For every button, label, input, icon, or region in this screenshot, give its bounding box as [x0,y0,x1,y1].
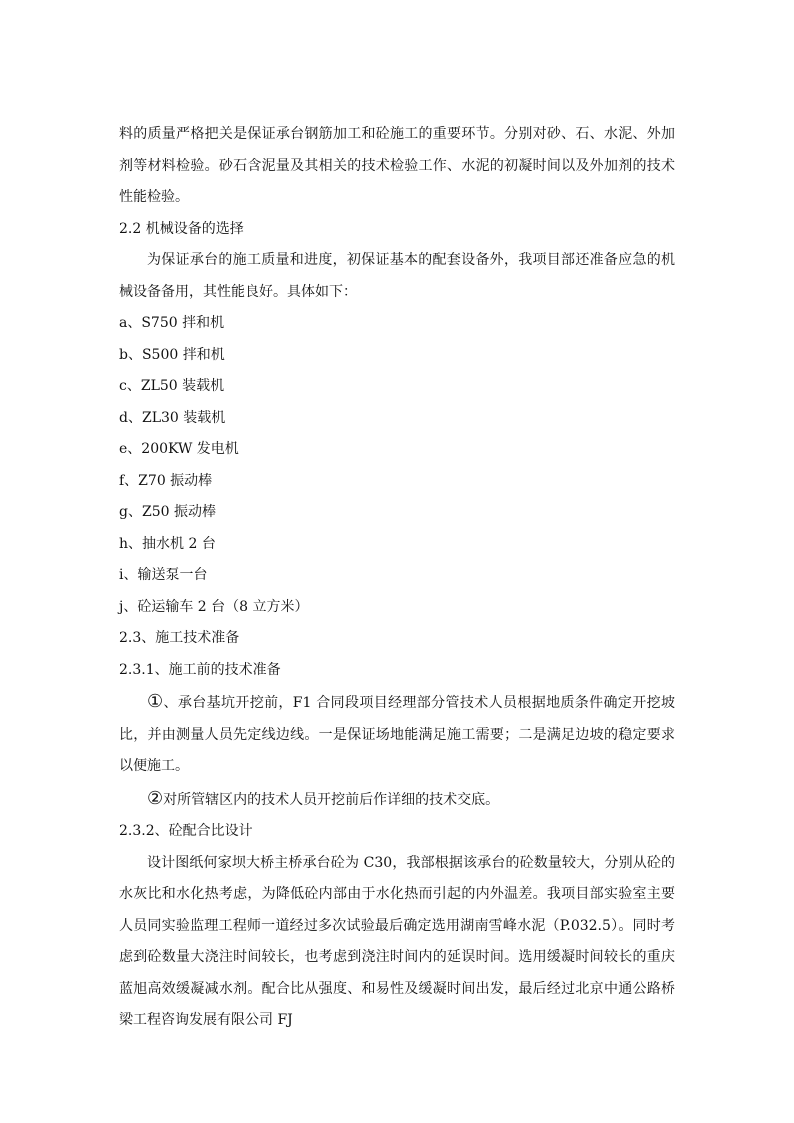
equipment-list [119,308,675,623]
paragraph-equipment-intro: 为保证承台的施工质量和进度，初保证基本的配套设备外，我项目部还准备应急的机械设备备用，其性能良好。具体如下： [119,252,675,300]
heading-2-3-1: 2.3.1、施工前的技术准备 [119,661,281,678]
circled-number-1: ① [147,691,164,712]
equipment-item: j、砼运输车 2 台（8 立方米） [119,598,309,615]
list-item-2 [119,783,675,817]
list-item-1 [119,686,675,783]
heading-2-3-2: 2.3.2、砼配合比设计 [119,823,253,839]
heading-2-2: 2.2 机械设备的选择 [119,220,244,237]
equipment-item: f、Z70 振动棒 [119,472,213,489]
equipment-item: g、Z50 振动棒 [119,504,216,520]
list-item-1-text: 、承台基坑开挖前，F1 合同段项目经理部分管技术人员根据地质条件确定开挖坡比，并由测量人员先定线边线。一是保证场地能满足施工需要；二是满足边坡的稳定要求以便施工。 [119,695,676,774]
equipment-item: h、抽水机 2 台 [119,535,216,552]
list-item-2-text: 对所管辖区内的技术人员开挖前后作详细的技术交底。 [163,791,500,808]
heading-2-3: 2.3、施工技术准备 [119,630,240,646]
paragraph-mix-design: 设计图纸何家坝大桥主桥承台砼为 C30，我部根据该承台的砼数量较大，分别从砼的水灰比和水化热考虑，为降低砼内部由于水化热而引起的内外温差。我项目部实验室主要人员同实验监理工程师一道经过多次试验最后确定选用湖南雪峰水泥（P.032.5）。同时考虑到砼数量大浇注时间较长，也考虑到浇注时间内的延误时间。选用缓凝时间较长的重庆蓝旭高效缓凝减水剂。配合比从强度、和易性及缓凝时间出发，最后经过北京中通公路桥梁工程咨询发展有限公司 FJ [119,854,675,1028]
equipment-item: d、ZL30 装载机 [119,409,226,426]
equipment-item: c、ZL50 装载机 [119,378,225,394]
equipment-item: a、S750 拌和机 [119,315,225,331]
circled-number-2: ② [147,787,164,809]
paragraph-materials-inspection: 料的质量严格把关是保证承台钢筋加工和砼施工的重要环节。分别对砂、石、水泥、外加剂等材料检验。砂石含泥量及其相关的技术检验工作、水泥的初凝时间以及外加剂的技术性能检验。 [119,126,675,205]
document-body [119,119,675,1037]
equipment-item: e、200KW 发电机 [119,441,239,457]
equipment-item: b、S500 拌和机 [119,346,225,363]
equipment-item: i、输送泵一台 [119,567,208,583]
